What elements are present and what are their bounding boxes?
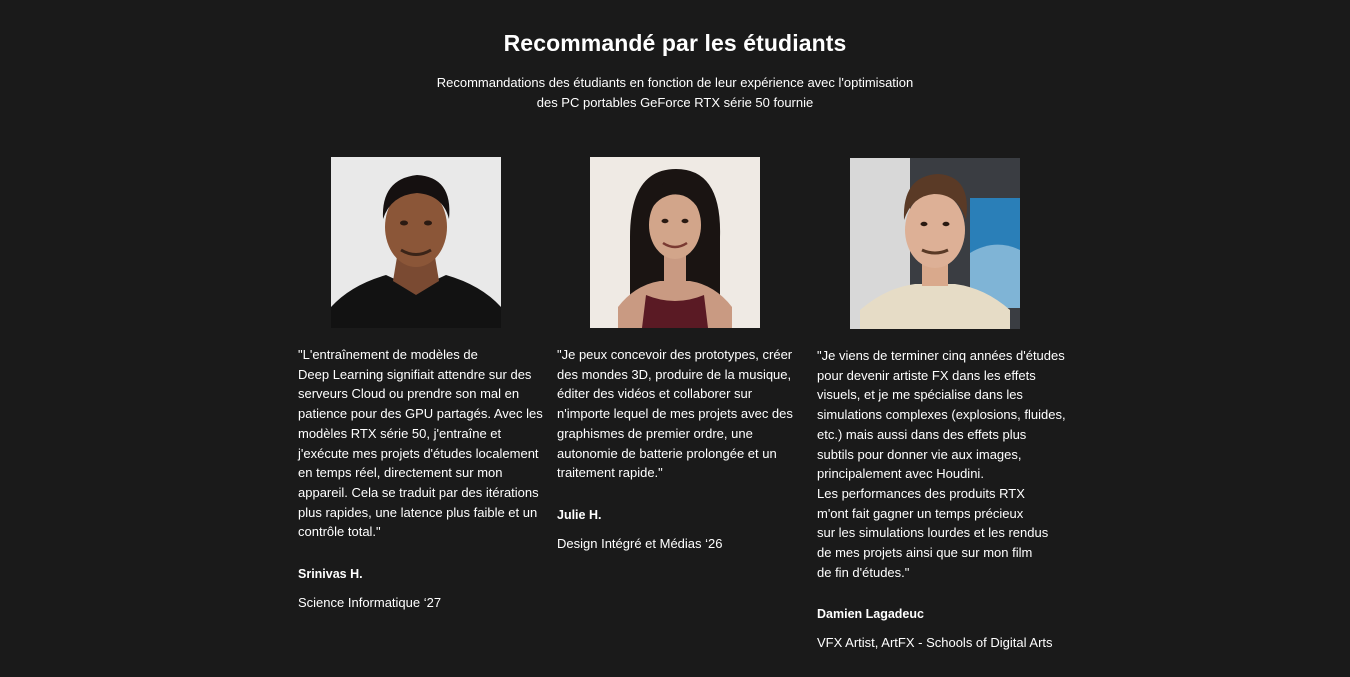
student-portrait-julie [590, 157, 760, 328]
quote-line: des mondes 3D, produire de la musique, [557, 366, 792, 382]
quote-line: simulations complexes (explosions, fluides, [817, 407, 1066, 423]
quote-line: contrôle total." [298, 524, 381, 540]
quote-line: modèles RTX série 50, j'entraîne et [298, 425, 502, 441]
testimonial-quote [298, 345, 543, 542]
quote-line: m'ont fait gagner un temps précieux [817, 505, 1024, 521]
quote-line: visuels, et je me spécialise dans les [817, 387, 1023, 403]
quote-line: sur les simulations lourdes et les rendus [817, 525, 1049, 541]
testimonial-quote [817, 346, 1066, 582]
section-subtitle [0, 73, 1350, 113]
testimonial-role: Science Informatique ‘27 [298, 595, 442, 610]
quote-line: n'importe lequel de mes projets avec des [557, 406, 793, 422]
quote-line: subtils pour donner vie aux images, [817, 446, 1022, 462]
testimonial-name: Damien Lagadeuc [817, 607, 924, 621]
section-title: Recommandé par les étudiants [503, 30, 847, 56]
testimonial-name: Srinivas H. [298, 567, 363, 581]
quote-line: autonomie de batterie prolongée et un [557, 445, 777, 461]
testimonial-role: VFX Artist, ArtFX - Schools of Digital Arts [817, 635, 1053, 650]
quote-line: j'exécute mes projets d'études localement [298, 445, 539, 461]
quote-line: "Je viens de terminer cinq années d'études [817, 348, 1065, 363]
quote-line: de mes projets ainsi que sur mon film [817, 545, 1033, 561]
quote-line: plus rapides, une latence plus faible et un [298, 504, 538, 520]
quote-line: etc.) mais aussi dans des effets plus [817, 426, 1027, 442]
quote-line: appareil. Cela se traduit par des itérations [298, 484, 539, 500]
quote-line: principalement avec Houdini. [817, 466, 984, 482]
quote-line: traitement rapide." [557, 465, 663, 481]
quote-line: pour devenir artiste FX dans les effets [817, 367, 1036, 383]
quote-line: en temps réel, directement sur mon [298, 465, 503, 481]
quote-line: éditer des vidéos et collaborer sur [557, 386, 753, 402]
quote-line: "L'entraînement de modèles de [298, 347, 478, 362]
subtitle-line: Recommandations des étudiants en fonction de leur expérience avec l'optimisation [436, 75, 914, 90]
quote-line: Les performances des produits RTX [817, 485, 1025, 501]
quote-line: graphismes de premier ordre, une [557, 425, 753, 441]
student-portrait-damien [850, 158, 1020, 329]
quote-line: de fin d'études." [817, 564, 910, 580]
quote-line: patience pour des GPU partagés. Avec les [298, 406, 543, 422]
testimonial-name: Julie H. [557, 508, 602, 522]
quote-line: serveurs Cloud ou prendre son mal en [298, 386, 520, 402]
quote-line: Deep Learning signifiait attendre sur des [298, 366, 532, 382]
student-portrait-srinivas [331, 157, 501, 328]
subtitle-line: des PC portables GeForce RTX série 50 fournie [536, 95, 814, 110]
testimonial-quote [557, 345, 797, 483]
testimonial-role: Design Intégré et Médias ‘26 [557, 536, 723, 551]
quote-line: "Je peux concevoir des prototypes, créer [557, 347, 793, 362]
